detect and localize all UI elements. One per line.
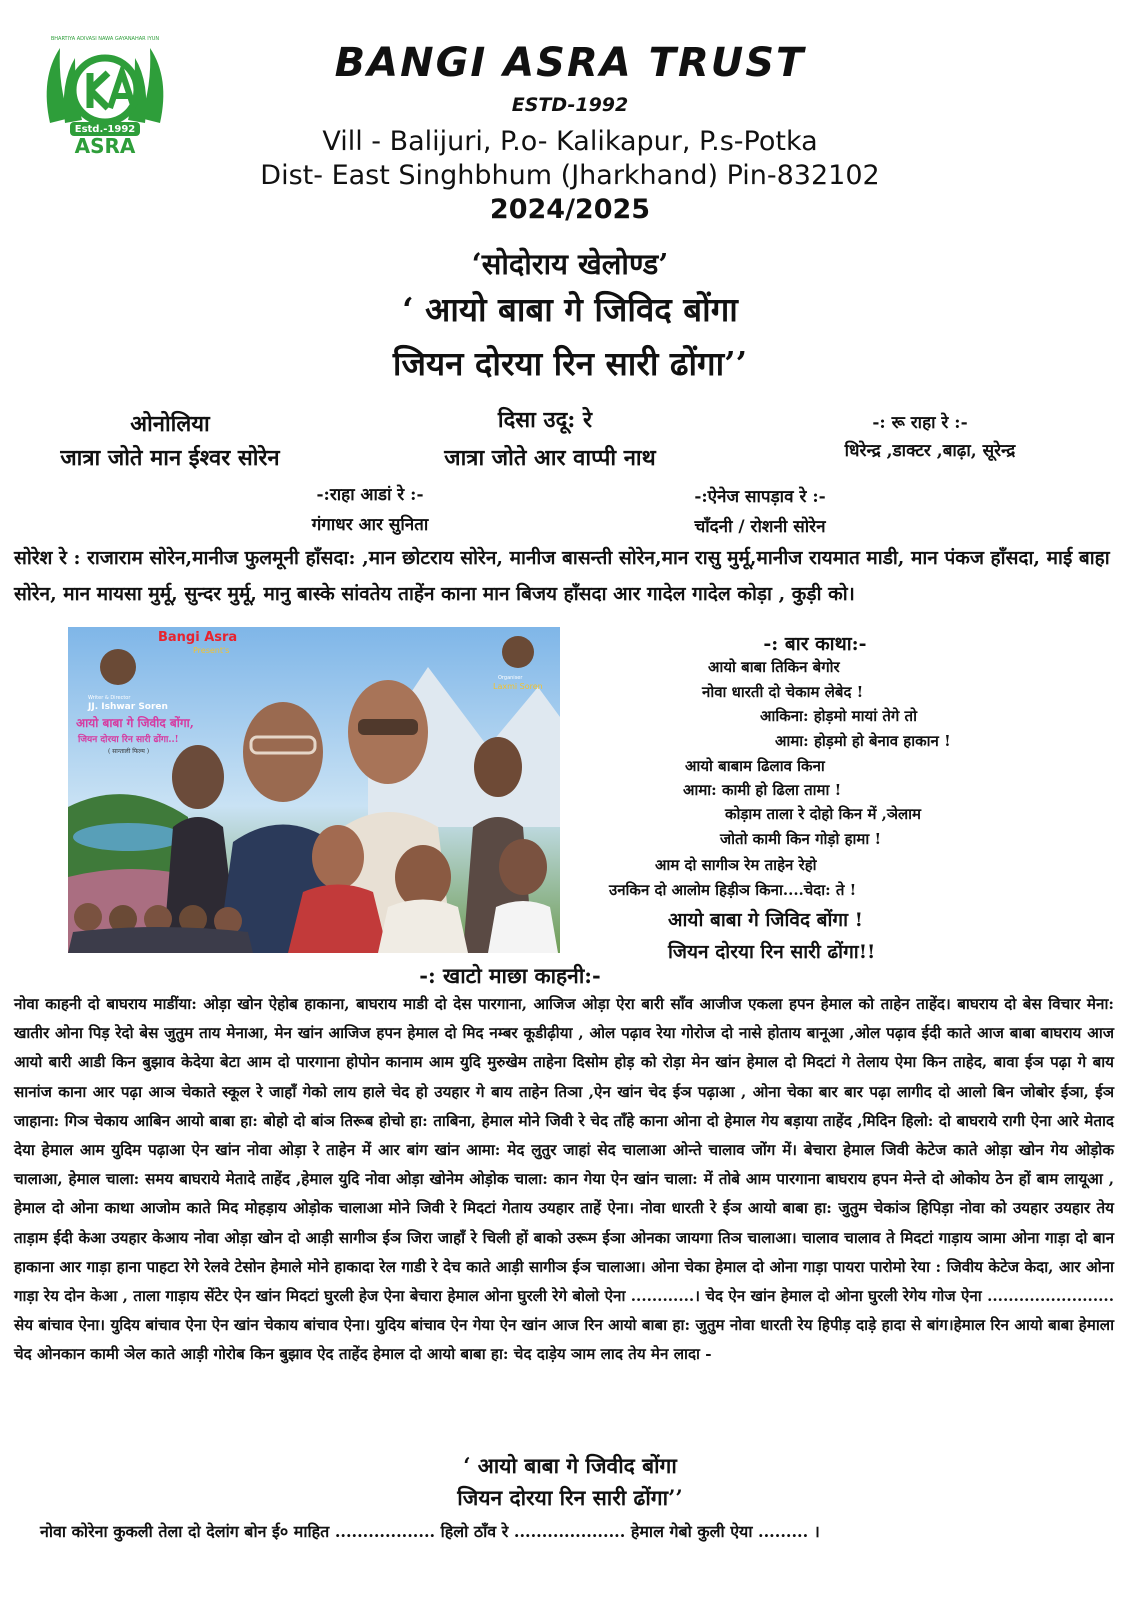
song-line: नोवा धारती दो चेकाम लेबेद ! <box>702 683 864 701</box>
grass-emblem-icon <box>47 48 164 136</box>
story-end-line-1: ‘ आयो बाबा गे जिवीद बोंगा <box>463 1453 677 1478</box>
song-line: आमा: कामी हो ढिला तामा ! <box>683 781 842 799</box>
session-year: 2024/2025 <box>489 194 651 225</box>
song-line: आमा: होड़मो हो बेनाव हाकान ! <box>775 732 951 750</box>
organiser-photo <box>502 636 534 668</box>
logo-estd: Estd.-1992 <box>74 124 136 135</box>
footer-note: नोवा कोरेना कुकली तेला दो देलांग बोन ई० माहित .................. हिलो ठाँव रे .................... हेमाल गेबो कुली ऐया ......... । <box>40 1522 820 1541</box>
song-heading: -: बार काथा:- <box>763 633 867 655</box>
asra-logo <box>30 28 180 158</box>
credit-third-value: धिरेन्द्र ,डाक्टर ,बाढ़ा, सूरेन्द्र <box>844 441 1016 461</box>
address-line-2: Dist- East Singhbhum (Jharkhand) Pin-832102 <box>260 160 880 191</box>
song-line: कोड़ाम ताला रे दोहो किन में ,ञेलाम <box>725 805 922 823</box>
logo-ring-text: BHARTIYA ADIVASI NAWA GAYANAHAR IYUN <box>50 36 160 42</box>
story-end-line-2: जियन दोरया रिन सारी ढोंगा’’ <box>457 1485 683 1510</box>
song-line: आयो बाबा तिकिन बेगोर <box>708 658 840 676</box>
poster-title-1: आयो बाबा गे जिवीद बोंगा, <box>76 716 194 730</box>
story-body: नोवा काहनी दो बाघराय माडींया: ओड़ा खोन ऐहोब हाकाना, बाघराय माडी दो देस पारगाना, आजिज ओड़ा ऐरा बारी साँव आजीज एकला हपन हेमाल को ताहेन ताहेंद। बाघराय दो बेस विचार मेना: खातीर ओना पिड़ रेदो बेस जुतुम ताय मेनाआ, मेन खांन आजिज हपन हेमाल दो मिद नम्बर कूडीढ़ीया , ओल पढ़ाव रेया गोरोज दो नासे होताय बानूआ ,ओल पढ़ाव ईदी काते आज बाबा बाघराय आज आयो बारी आडी किन बुझाव केदेया बेटा आम दो पारगाना होपोन कानाम आम युदि मुरुखेम ताहेना दिसोम होड़ को रोड़ा मेन खांन हेमाल दो मिदटां गे तेलाय ऐमा किन ताहेद, बावा ईञ पढ़ा गे बाय सानांज काना आर पढ़ा आञ चेकाते स्कूल रे जाहाँ गेको लाय हाले चेद हो उयहार गे बाय ताहेन तिञा ,ऐन खांन चेद ईञ पढ़ाआ , ओना चेका बार बार पढ़ा लागीद दो आलो बिन जोबोर ईञा, ईञ जाहाना: गिञ चेकाय आबिन आयो बाबा हा: बोहो दो बांञ तिरूब होचो हा: ताबिना, हेमाल मोने जिवी रे चेद ताँहे काना ओना दो हेमाल गेय बड़ाया ताहेंद ,मिदिन हिलो: दो बाघराये रागी ऐना आरे मेताद देया हेमाल आम युदिम पढ़ाआ ऐन खांन नोवा ओड़ा रे ताहेन में आर बांग खांन आमा: मेद लुतुर जाहां सेद चालाआ ओन्ते चालाव जोंग में। बेचारा हेमाल जिवी केटेज काते ओड़ा खोन गेय ओड़ोक चालाआ, हेमाल चाला: समय बाघराये मेतादे ताहेंद ,हेमाल युदि नोवा ओड़ा खोनेम ओड़ोक चाला: कान गेया ऐन खांन चाला: में तोबे आम पारगाना बाघराय हपन मेन्ते दो ओकोय ठेन हों बाम लायूआ , हेमाल दो ओना काथा आजोम काते मिद मोहड़ाय ओड़ोक चालाआ मोने जिवी रे मिदटां गेताय उयहार ताहें ऐना। नोवा धारती रे ईञ आयो बाबा हा: जुतुम चेकांञ हिपिड़ा नोवा को उयहार उयहार तेय ताड़ाम ईदी केआ उयहार केआय नोवा ओड़ा खोन दो आड़ी सागीञ ईञ जिरा जाहाँ रे चिली हों बाको उरूम ईञा ओनका जायगा तिञ चालाआ। चालाव चालाव ते मिदटां गाड़ाय ञामा ओना गाड़ा दो बान हाकाना आर गाड़ा हाना पाहटा रेगे रेलवे टेसोन हेमाले मोने हाकादा रेल गाडी रे देच काते आड़ी सागीञ ईञ चालाआ। ओना चेका हेमाल दो ओना गाड़ा पायरा पारोमो रेया : जिवीय केटेज केदा, आर ओना गाड़ा रेय दोन केआ , ताला गाड़ाय सेंटेर ऐन खांन मिदटां घुरली हेज ऐना बेचारा हेमाल ओना घुरली रेगे बोलो ऐना ............। चेद ऐन खांन हेमाल दो ओना घुरली रेगेय गोज ऐना ........................ सेय बांचाव ऐना। युदिय बांचाव ऐना ऐन खांन चेकाय बांचाव ऐना। युदिय बांचाव ऐन गेया ऐन खांन आज रिन आयो बाबा हा: जुतुम नोवा धारती रेय हिपीड़ दाड़े हादा से बांग।हेमाल रिन आयो बाबा हेमाला चेद ओनकान कामी ञेल काते आड़ी गोरोब किन बुझाव ऐद ताहेंद हेमाल दो आयो बाबा हा: चेद दाड़ेय ञाम लाद तेय मेन लादा - <box>14 995 1114 1364</box>
song-line: आयो बाबा गे जिविद बोंगा ! <box>668 909 863 931</box>
poster-title-2: जियन दोरया रिन सारी ढोंगा..! <box>78 735 179 745</box>
song-line: आम दो सागीञ रेम ताहेन रेहो <box>655 856 817 874</box>
director-photo <box>100 649 136 685</box>
song-line: जियन दोरया रिन सारी ढोंगा!! <box>668 941 876 963</box>
poster-director-caption: Writer & Director <box>88 695 131 701</box>
credit-writer-value: जात्रा जोते मान ईश्वर सोरेन <box>60 445 280 471</box>
poster-tag: ( सान्ताली फिल्म ) <box>108 748 150 755</box>
credit-director-value: जात्रा जोते आर वाप्पी नाथ <box>444 445 656 471</box>
song-line: आयो बाबाम ढिलाव किना <box>685 757 825 775</box>
play-title-line-1: ‘ आयो बाबा गे जिविद बोंगा <box>402 290 738 329</box>
credit-writer-heading: ओनोलिया <box>130 411 210 437</box>
film-poster <box>68 627 560 953</box>
credit-makeup-value: चाँदनी / रोशनी सोरेन <box>694 517 826 537</box>
trust-name: BANGI ASRA TRUST <box>334 40 806 86</box>
play-title-line-2: जियन दोरया रिन सारी ढोंगा’’ <box>392 344 748 383</box>
establishment-year: ESTD-1992 <box>511 94 629 116</box>
story-heading: -: खाटो माछा काहनी:- <box>419 963 601 988</box>
poster-presents: Present's <box>193 646 230 655</box>
poster-brand: Bangi Asra <box>158 630 238 645</box>
cast-list: सोरेश रे : राजाराम सोरेन,मानीज फुलमूनी हाँसदा: ,मान छोटराय सोरेन, मानीज बासन्ती सोरेन,मान रासु मुर्मू,मानीज रायमात माडी, मान पंकज हाँसदा, माई बाहा सोरेन, मान मायसा मुर्मू, सुन्दर मुर्मू, मानु बास्के सांवतेय ताहेंन काना मान बिजय हाँसदा आर गादेल गादेल कोड़ा , कुड़ी को। <box>14 547 1110 605</box>
song-line: जोतो कामी किन गोड़ो हामा ! <box>720 830 882 848</box>
song-line: उनकिन दो आलोम हिड़ीञ किना....चेदा: ते ! <box>609 881 857 899</box>
credit-fourth-value: गंगाधर आर सुनिता <box>311 515 429 535</box>
credit-fourth-heading: -:राहा आडां रे :- <box>316 485 424 505</box>
play-subtitle: ‘सोदोराय खेलोण्ड’ <box>471 247 669 281</box>
poster-organiser: Laxmi Soren <box>493 682 543 691</box>
poster-director: JJ. Ishwar Soren <box>88 702 168 712</box>
poster-organiser-caption: Organiser <box>498 675 523 681</box>
song-line: आकिना: होड़मो मायां तेगे तो <box>760 707 917 725</box>
logo-name: ASRA <box>74 134 136 158</box>
credit-director-heading: दिसा उदू: रे <box>497 407 593 433</box>
address-line-1: Vill - Balijuri, P.o- Kalikapur, P.s-Potka <box>322 126 818 157</box>
credit-makeup-heading: -:ऐनेज सापड़ाव रे :- <box>694 487 826 507</box>
credit-third-heading: -: रू राहा रे :- <box>872 413 968 433</box>
